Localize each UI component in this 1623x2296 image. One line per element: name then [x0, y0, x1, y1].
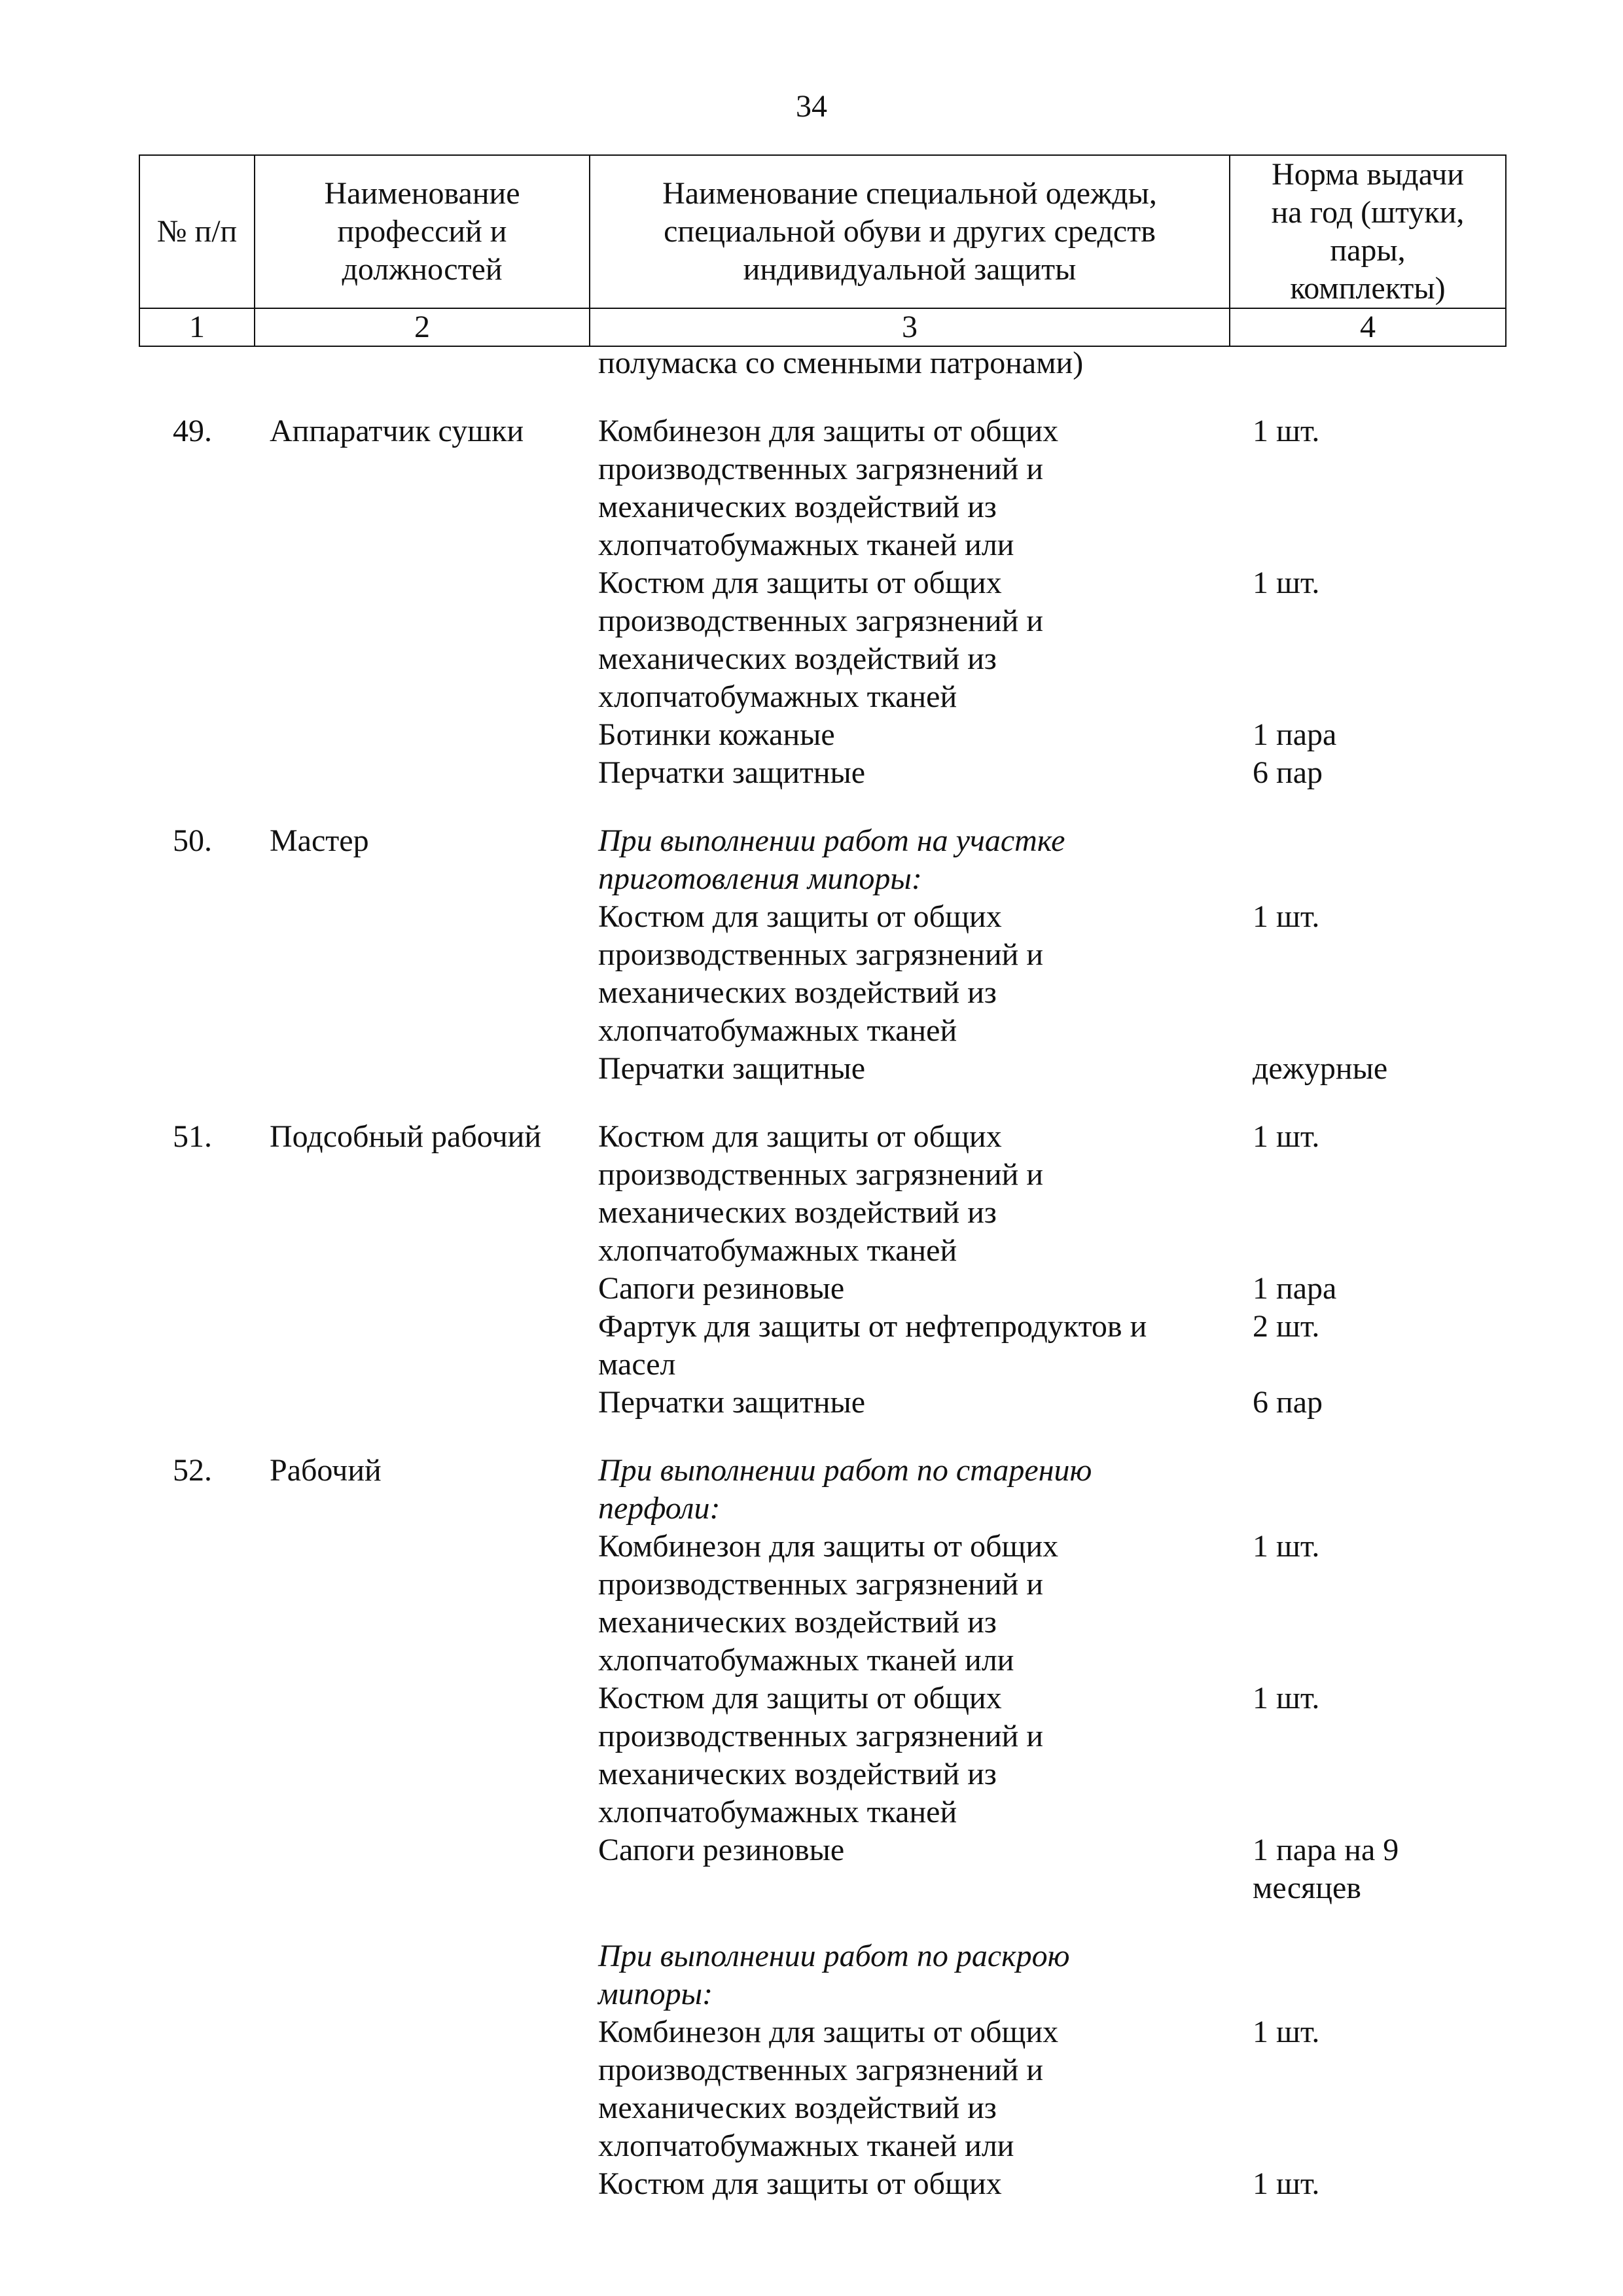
equipment-name: [598, 1528, 1253, 1679]
note-line: При выполнении работ на участке: [598, 823, 1065, 858]
equipment-item: [598, 1050, 1500, 1088]
header-col-profession: Наименование профессий и должностей: [255, 155, 590, 308]
equipment-name-line: Костюм для защиты от общих: [598, 1119, 1002, 1154]
header-number-2: 2: [255, 308, 590, 346]
equipment-item: [598, 412, 1500, 564]
equipment-name: [598, 716, 1253, 754]
equipment-name-line: Перчатки защитные: [598, 755, 866, 790]
note-line: мипоры:: [598, 1977, 713, 2011]
header-table: [139, 154, 1507, 347]
equipment-norm: 1 пара: [1253, 717, 1337, 752]
equipment-name: [598, 1050, 1253, 1088]
equipment-norm: 6 пар: [1253, 1385, 1323, 1420]
equipment-name-line: Перчатки защитные: [598, 1385, 866, 1420]
equipment-item: [598, 898, 1500, 1050]
condition-note: [598, 1937, 1500, 2013]
entry-row: [139, 1118, 1500, 1422]
equipment-norm: 1 шт.: [1253, 899, 1320, 934]
entry-number: 51.: [173, 1119, 212, 1154]
equipment-name-line: механических воздействий из: [598, 1605, 997, 1640]
equipment-name-line: Костюм для защиты от общих: [598, 565, 1002, 600]
equipment-norm: 1 пара: [1253, 1271, 1337, 1306]
continuation-line: полумаска со сменными патронами): [598, 346, 1084, 380]
equipment-name: [598, 1384, 1253, 1422]
equipment-name: [598, 1679, 1253, 1831]
equipment-name-line: Комбинезон для защиты от общих: [598, 1529, 1059, 1564]
entries-list: [139, 412, 1500, 2203]
condition-note-text: [598, 1937, 1253, 2013]
equipment-name: [598, 1270, 1253, 1308]
equipment-name: [598, 2165, 1253, 2203]
equipment-norm: 2 шт.: [1253, 1309, 1320, 1344]
equipment-item: [598, 1384, 1500, 1422]
header-number-1: 1: [139, 308, 255, 346]
equipment-name-line: производственных загрязнений и: [598, 937, 1044, 972]
equipment-norm: 1 шт.: [1253, 1529, 1320, 1564]
entry-profession: Рабочий: [270, 1453, 382, 1488]
condition-note: [598, 822, 1500, 898]
equipment-name-line: Ботинки кожаные: [598, 717, 835, 752]
entry-number: 49.: [173, 414, 212, 448]
equipment-name: [598, 412, 1253, 564]
equipment-name-line: Костюм для защиты от общих: [598, 1681, 1002, 1715]
equipment-name-line: хлопчатобумажных тканей или: [598, 2128, 1014, 2163]
note-line: При выполнении работ по старению: [598, 1453, 1092, 1488]
equipment-norm: 1 шт.: [1253, 2166, 1320, 2201]
document-body: [139, 344, 1500, 2203]
header-number-4: 4: [1230, 308, 1506, 346]
note-line: перфоли:: [598, 1491, 721, 1526]
equipment-norm: 1 шт.: [1253, 1681, 1320, 1715]
header-col-norm: Норма выдачи на год (штуки, пары, комплекты): [1230, 155, 1506, 308]
header-col-equipment: Наименование специальной одежды, специальной обуви и других средств индивидуальной защиты: [590, 155, 1230, 308]
equipment-norm: 1 шт.: [1253, 565, 1320, 600]
equipment-item: [598, 1679, 1500, 1831]
equipment-name-line: производственных загрязнений и: [598, 1567, 1044, 1602]
equipment-name-line: хлопчатобумажных тканей: [598, 1795, 957, 1829]
equipment-norm: дежурные: [1253, 1051, 1388, 1086]
equipment-name: [598, 1831, 1253, 1907]
spacer: [598, 1907, 1500, 1937]
equipment-name-line: производственных загрязнений и: [598, 2053, 1044, 2087]
equipment-name-line: механических воздействий из: [598, 1195, 997, 1230]
equipment-name-line: механических воздействий из: [598, 490, 997, 524]
entry-row: [139, 412, 1500, 792]
equipment-item: [598, 1308, 1500, 1384]
condition-note-text: [598, 1452, 1253, 1528]
equipment-name: [598, 2013, 1253, 2165]
entry-profession: Подсобный рабочий: [270, 1119, 542, 1154]
equipment-name: [598, 564, 1253, 716]
equipment-name-line: производственных загрязнений и: [598, 452, 1044, 486]
equipment-name-line: хлопчатобумажных тканей или: [598, 1643, 1014, 1677]
header-number-3: 3: [590, 308, 1230, 346]
equipment-name-line: хлопчатобумажных тканей: [598, 679, 957, 714]
equipment-name-line: производственных загрязнений и: [598, 1157, 1044, 1192]
equipment-name-line: хлопчатобумажных тканей или: [598, 528, 1014, 562]
entry-profession: Аппаратчик сушки: [270, 414, 524, 448]
entry-items: [598, 1118, 1500, 1422]
equipment-item: [598, 564, 1500, 716]
entry-items: [598, 822, 1500, 1088]
condition-note: [598, 1452, 1500, 1528]
note-line: приготовления мипоры:: [598, 861, 922, 896]
equipment-name: [598, 898, 1253, 1050]
header-col-number: № п/п: [139, 155, 255, 308]
equipment-item: [598, 716, 1500, 754]
equipment-name-line: Сапоги резиновые: [598, 1271, 845, 1306]
equipment-name-line: хлопчатобумажных тканей: [598, 1013, 957, 1048]
equipment-item: [598, 2165, 1500, 2203]
equipment-name: [598, 754, 1253, 792]
equipment-item: [598, 1528, 1500, 1679]
equipment-norm: 6 пар: [1253, 755, 1323, 790]
equipment-name-line: механических воздействий из: [598, 1757, 997, 1791]
equipment-norm: 1 шт.: [1253, 1119, 1320, 1154]
equipment-name-line: Комбинезон для защиты от общих: [598, 2015, 1059, 2049]
equipment-name: [598, 1118, 1253, 1270]
entry-profession: Мастер: [270, 823, 369, 858]
equipment-name-line: Комбинезон для защиты от общих: [598, 414, 1059, 448]
entry-items: [598, 412, 1500, 792]
equipment-name-line: хлопчатобумажных тканей: [598, 1233, 957, 1268]
equipment-norm: 1 шт.: [1253, 414, 1320, 448]
entry-number: 50.: [173, 823, 212, 858]
equipment-name-line: Перчатки защитные: [598, 1051, 866, 1086]
equipment-item: [598, 1270, 1500, 1308]
equipment-norm: 1 пара на 9 месяцев: [1253, 1833, 1399, 1905]
equipment-name-line: механических воздействий из: [598, 2090, 997, 2125]
condition-note-text: [598, 822, 1253, 898]
equipment-name-line: Костюм для защиты от общих: [598, 899, 1002, 934]
equipment-name-line: масел: [598, 1347, 676, 1382]
entry-items: [598, 1452, 1500, 2203]
equipment-item: [598, 754, 1500, 792]
equipment-norm: 1 шт.: [1253, 2015, 1320, 2049]
equipment-name-line: Сапоги резиновые: [598, 1833, 845, 1867]
entry-row: [139, 1452, 1500, 2203]
equipment-name: [598, 1308, 1253, 1384]
equipment-name-line: механических воздействий из: [598, 641, 997, 676]
equipment-item: [598, 1831, 1500, 1907]
entry-row: [139, 822, 1500, 1088]
equipment-name-line: производственных загрязнений и: [598, 603, 1044, 638]
equipment-item: [598, 2013, 1500, 2165]
note-line: При выполнении работ по раскрою: [598, 1939, 1070, 1973]
equipment-item: [598, 1118, 1500, 1270]
equipment-name-line: Фартук для защиты от нефтепродуктов и: [598, 1309, 1147, 1344]
equipment-name-line: Костюм для защиты от общих: [598, 2166, 1002, 2201]
entry-number: 52.: [173, 1453, 212, 1488]
equipment-name-line: производственных загрязнений и: [598, 1719, 1044, 1753]
page-number: 34: [796, 89, 827, 124]
equipment-name-line: механических воздействий из: [598, 975, 997, 1010]
